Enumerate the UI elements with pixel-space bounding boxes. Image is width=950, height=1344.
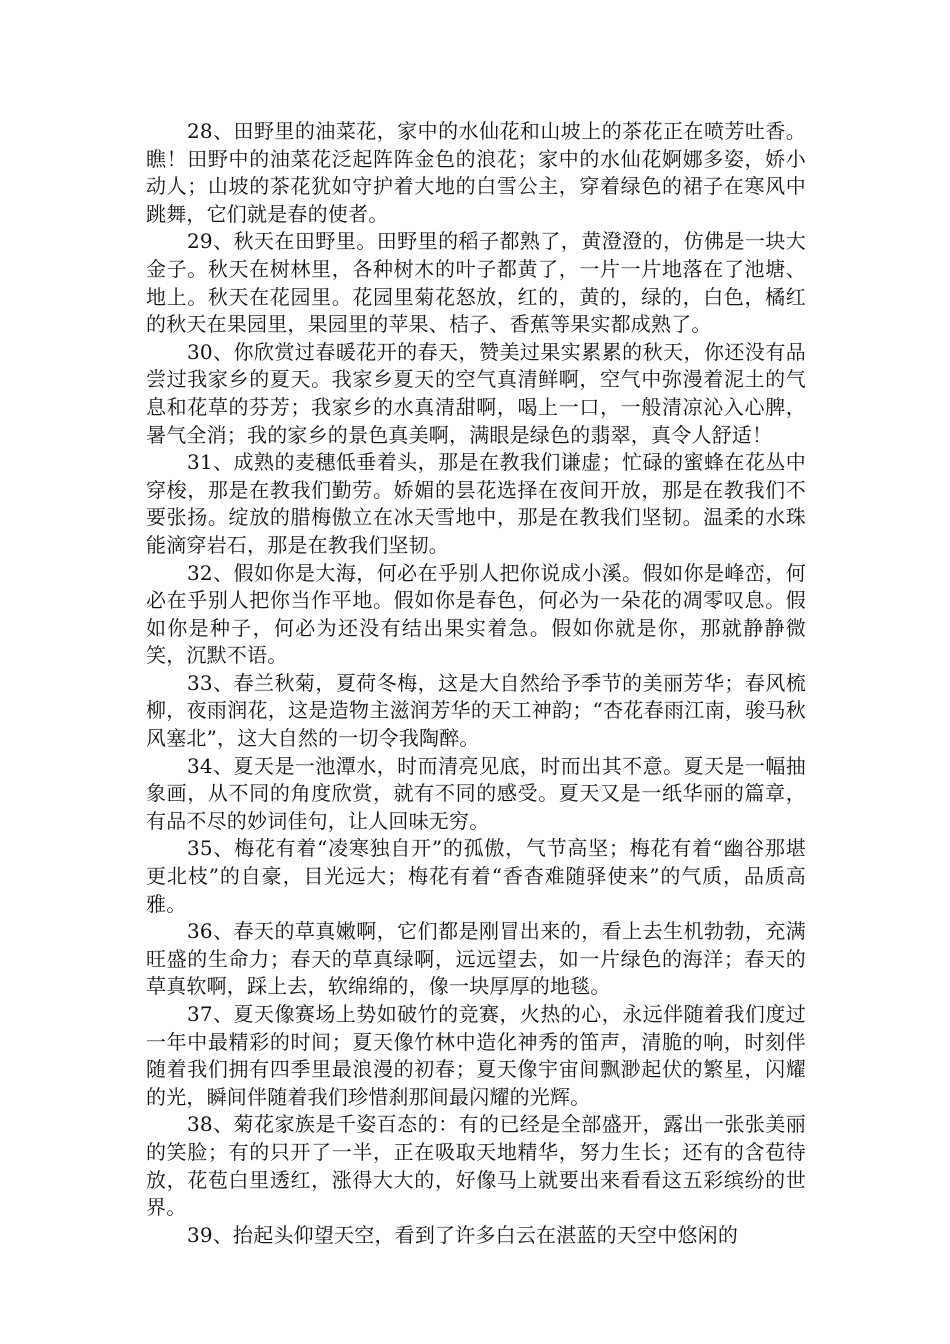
paragraph-28: 28、田野里的油菜花，家中的水仙花和山坡上的茶花正在喷芳吐香。瞧！田野中的油菜花泛起阵阵金色的浪花；家中的水仙花婀娜多姿，娇小动人；山坡的茶花犹如守护着大地的白雪公主，穿着绿色的裙子在寒风中跳舞，它们就是春的使者。 [146,119,806,226]
paragraph-34: 34、夏天是一池潭水，时而清亮见底，时而出其不意。夏天是一幅抽象画，从不同的角度欣赏，就有不同的感受。夏天又是一纸华丽的篇章，有品不尽的妙词佳句，让人回味无穷。 [146,753,806,833]
paragraph-37: 37、夏天像赛场上势如破竹的竞赛，火热的心，永远伴随着我们度过一年中最精彩的时间；夏天像竹林中造化神秀的笛声，清脆的响，时刻伴随着我们拥有四季里最浪漫的初春；夏天像宇宙间飘渺起伏的繁星，闪耀的光，瞬间伴随着我们珍惜刹那间最闪耀的光辉。 [146,1002,806,1109]
paragraph-35: 35、梅花有着“凌寒独自开”的孤傲，气节高坚；梅花有着“幽谷那堪更北枝”的自豪，目光远大；梅花有着“香杳难随驿使来”的气质，品质高雅。 [146,836,806,916]
paragraph-39: 39、抬起头仰望天空，看到了许多白云在湛蓝的天空中悠闲的 [187,1222,739,1247]
paragraph-33: 33、春兰秋菊，夏荷冬梅，这是大自然给予季节的美丽芳华；春风梳柳，夜雨润花，这是造物主滋润芳华的天工神韵；“杏花春雨江南，骏马秋风塞北”，这大自然的一切令我陶醉。 [146,670,806,751]
document-body [146,118,806,1249]
paragraph-38: 38、菊花家族是千姿百态的：有的已经是全部盛开，露出一张张美丽的笑脸；有的只开了一半，正在吸取天地精华，努力生长；还有的含苞待放，花苞白里透红，涨得大大的，好像马上就要出来看看这五彩缤纷的世界。 [146,1112,806,1220]
paragraph-31: 31、成熟的麦穗低垂着头，那是在教我们谦虚；忙碌的蜜蜂在花丛中穿梭，那是在教我们勤劳。娇媚的昙花选择在夜间开放，那是在教我们不要张扬。绽放的腊梅傲立在冰天雪地中，那是在教我们坚韧。温柔的水珠能滴穿岩石，那是在教我们坚韧。 [146,450,806,557]
paragraph-36: 36、春天的草真嫩啊，它们都是刚冒出来的，看上去生机勃勃，充满旺盛的生命力；春天的草真绿啊，远远望去，如一片绿色的海洋；春天的草真软啊，踩上去，软绵绵的，像一块厚厚的地毯。 [146,919,806,999]
paragraph-32: 32、假如你是大海，何必在乎别人把你说成小溪。假如你是峰峦，何必在乎别人把你当作平地。假如你是春色，何必为一朵花的凋零叹息。假如你是种子，何必为还没有结出果实着急。假如你就是你，那就静静微笑，沉默不语。 [146,560,806,668]
paragraph-30: 30、你欣赏过春暖花开的春天，赞美过果实累累的秋天，你还没有品尝过我家乡的夏天。我家乡夏天的空气真清鲜啊，空气中弥漫着泥土的气息和花草的芬芳；我家乡的水真清甜啊，喝上一口，一般清凉沁入心脾，暑气全消；我的家乡的景色真美啊，满眼是绿色的翡翠，真令人舒适！ [146,339,806,447]
paragraph-29: 29、秋天在田野里。田野里的稻子都熟了，黄澄澄的，仿佛是一块大金子。秋天在树林里，各种树木的叶子都黄了，一片一片地落在了池塘、地上。秋天在花园里。花园里菊花怒放，红的，黄的，绿的，白色，橘红的秋天在果园里，果园里的苹果、桔子、香蕉等果实都成熟了。 [146,229,806,337]
